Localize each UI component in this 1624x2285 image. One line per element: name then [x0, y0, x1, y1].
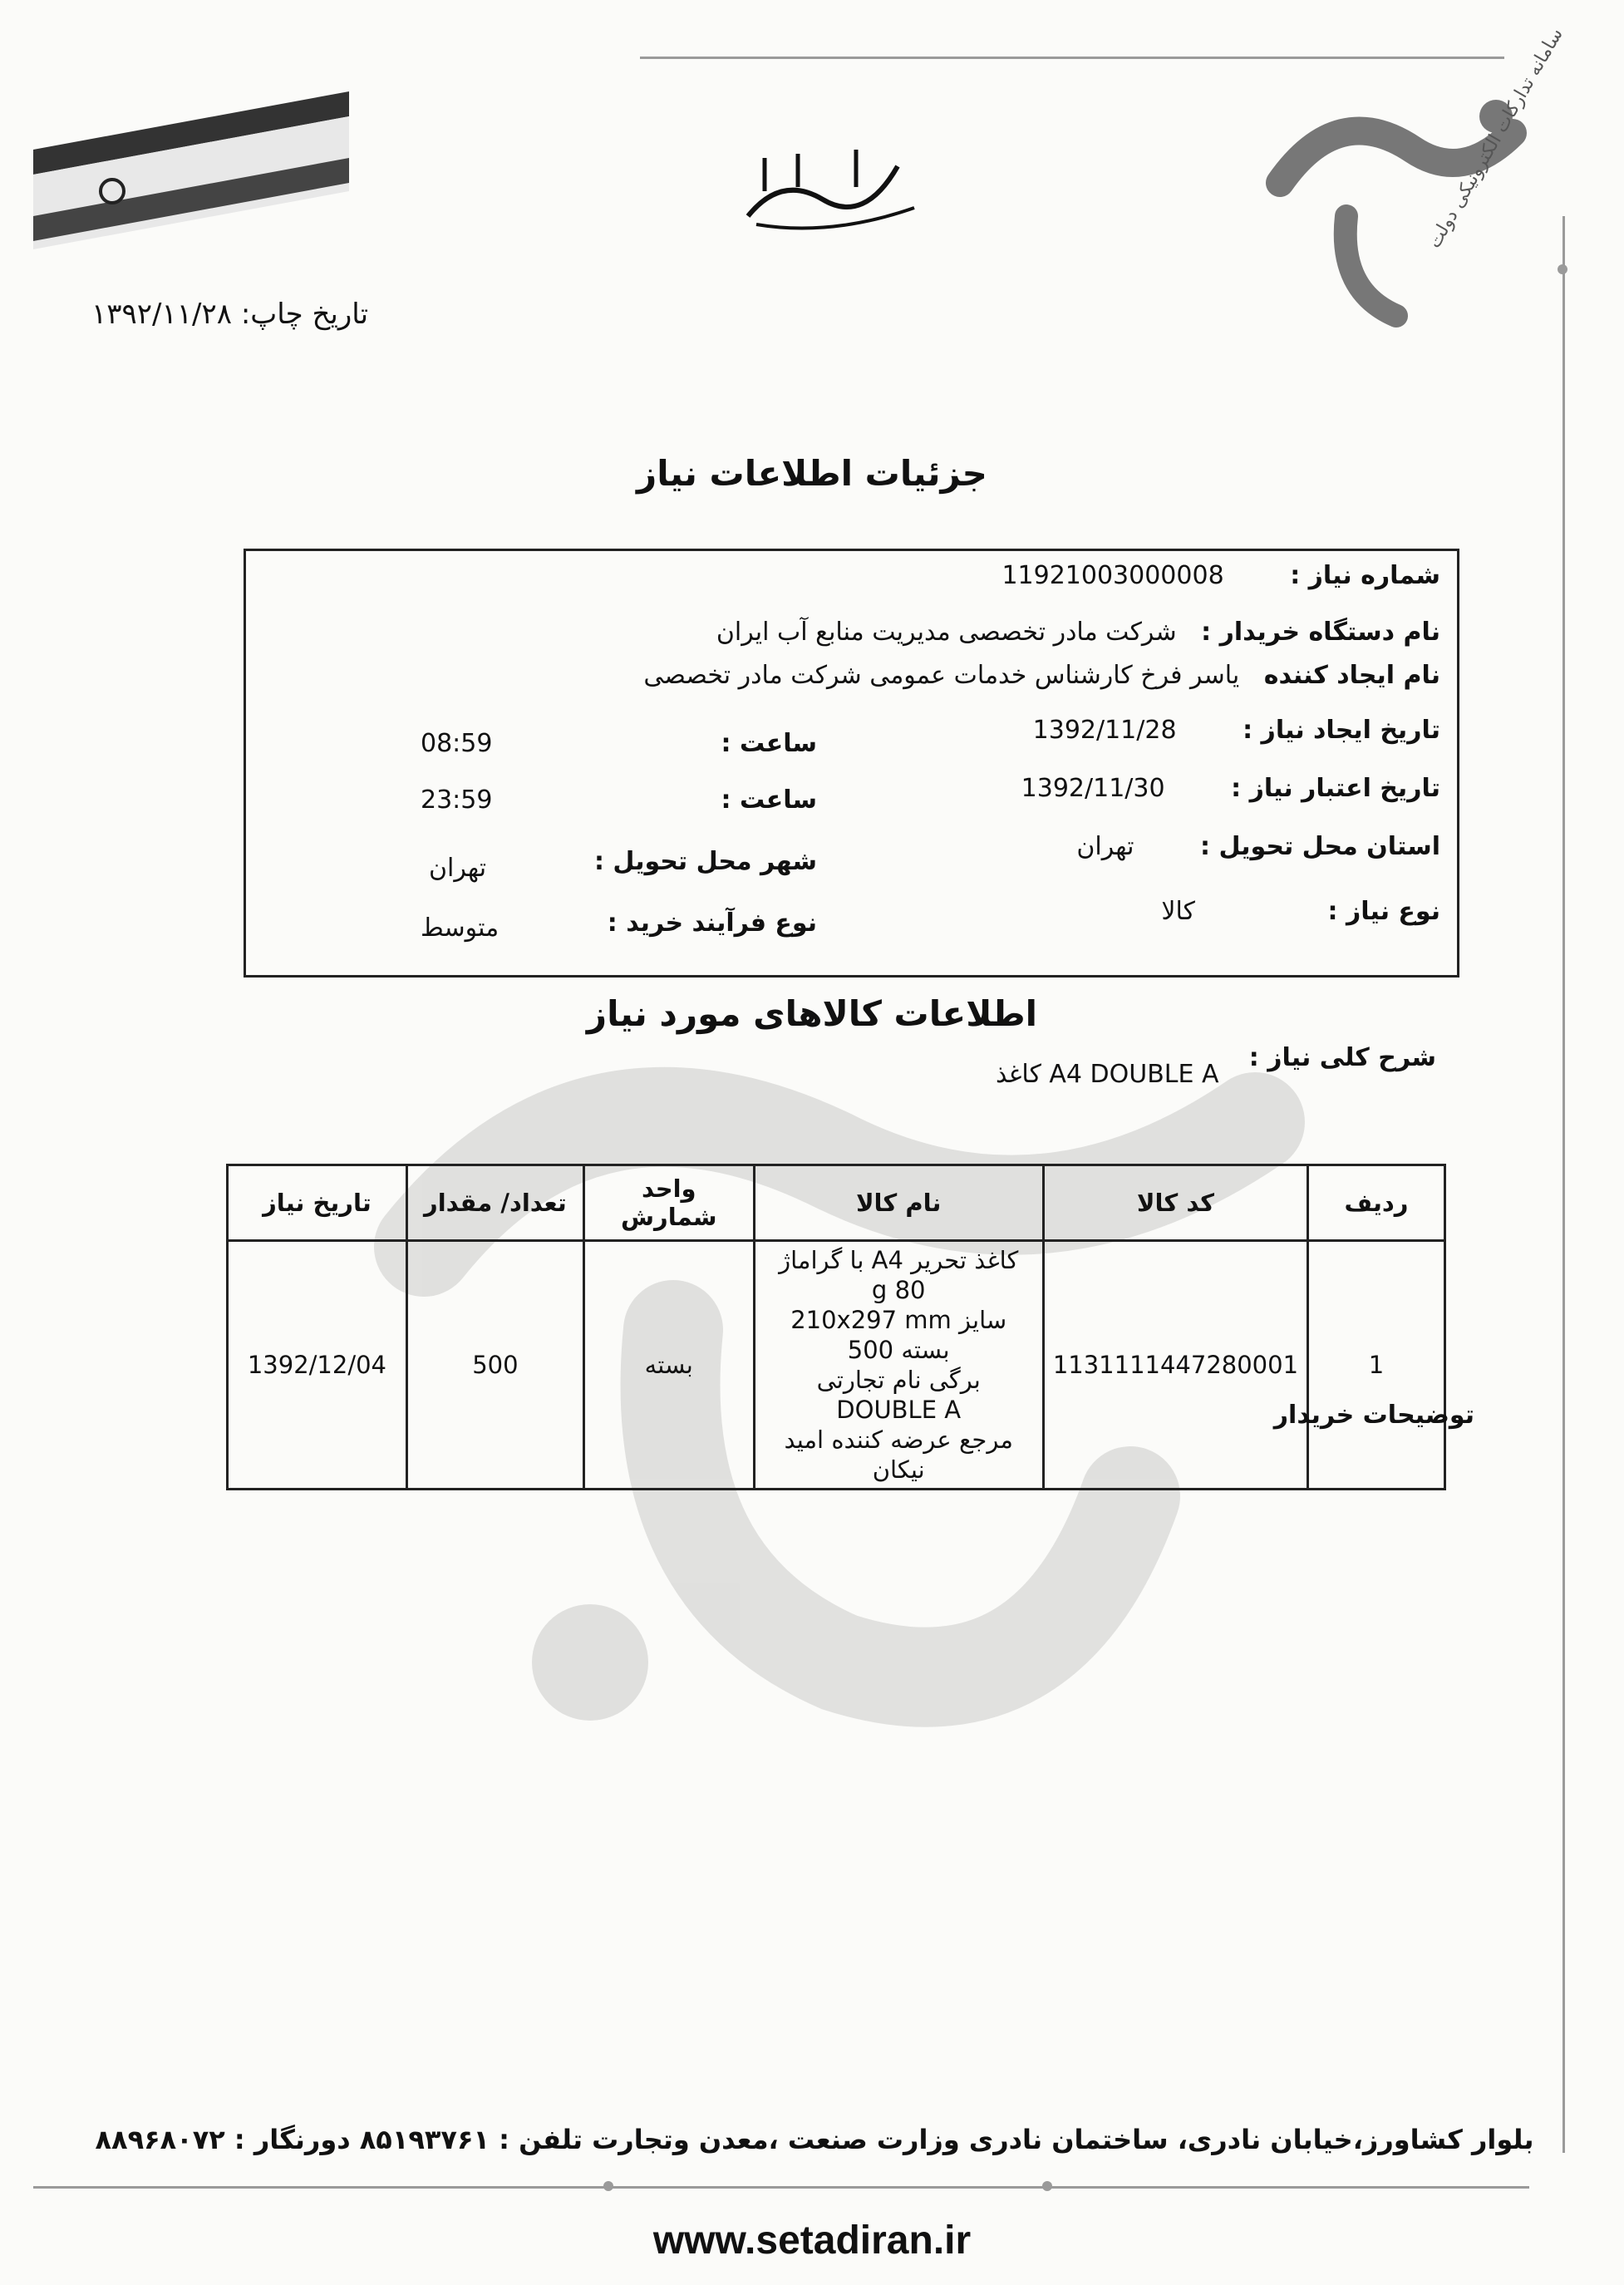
table-header-row [228, 1165, 1445, 1241]
svg-text:بسم الله الرحمن الرحیم: بسم الله الرحمن الرحیم [789, 228, 874, 237]
frame-dot [603, 2181, 613, 2191]
col-header-unit: واحد شمارش [583, 1165, 754, 1241]
valid-date-label: تاریخ اعتبار نیاز : [1231, 774, 1440, 803]
created-time-label: ساعت : [721, 729, 817, 758]
need-number-label: شماره نیاز : [1290, 561, 1440, 590]
row-name-line: کاغذ تحریر A4 با گراماژ 80 g [779, 1246, 1019, 1304]
col-header-qty: تعداد/ مقدار [406, 1165, 583, 1241]
frame-line-right [1562, 216, 1565, 2153]
created-date-label: تاریخ ایجاد نیاز : [1243, 716, 1440, 745]
print-date-value: ۱۳۹۲/۱۱/۲۸ [91, 298, 233, 331]
purchase-process-value: متوسط [421, 914, 500, 943]
row-name [754, 1241, 1043, 1490]
row-name-line: سایز 210x297 mm بسته 500 [790, 1306, 1007, 1364]
general-desc-label: شرح کلی نیاز : [1248, 1043, 1436, 1072]
table-row [228, 1241, 1445, 1490]
col-header-date: تاریخ نیاز [228, 1165, 407, 1241]
col-header-name: نام کالا [754, 1165, 1043, 1241]
valid-time-label: ساعت : [721, 785, 817, 815]
buyer-notes-label: توضیحات خریدار [1273, 1401, 1474, 1430]
row-qty: 500 [406, 1241, 583, 1490]
delivery-city-label: شهر محل تحویل : [593, 847, 817, 876]
need-type-label: نوع نیاز : [1327, 897, 1440, 926]
buyer-org-label: نام دستگاه خریدار : [1201, 618, 1440, 647]
footer-website: www.setadiran.ir [652, 2219, 972, 2263]
print-date-label: تاریخ چاپ: [240, 298, 369, 331]
print-date [91, 298, 368, 331]
iran-flag-emblem [33, 91, 349, 249]
delivery-province-label: استان محل تحویل : [1200, 832, 1440, 861]
footer-address: بلوار کشاورز،خیابان نادری، ساختمان نادری وزارت صنعت ،معدن وتجارت تلفن : ۸۵۱۹۳۷۶۱ دورنگار : ۸۸۹۶۸۰۷۲ [95, 2124, 1534, 2155]
delivery-city-value: تهران [429, 854, 487, 883]
need-type-value: کالا [1161, 897, 1195, 926]
created-time-value: 08:59 [421, 729, 493, 758]
items-section-title: اطلاعات کالاهای مورد نیاز [586, 993, 1038, 1034]
setad-logo [1247, 24, 1567, 357]
bismillah-calligraphy [731, 141, 931, 241]
frame-dot [1042, 2181, 1052, 2191]
valid-date-value: 1392/11/30 [1021, 774, 1165, 803]
delivery-province-value: تهران [1076, 832, 1134, 861]
row-code: 1131111447280001 [1043, 1241, 1307, 1490]
need-number-value: 11921003000008 [1001, 561, 1224, 590]
row-index: 1 [1308, 1241, 1445, 1490]
created-date-value: 1392/11/28 [1032, 716, 1177, 745]
row-date: 1392/12/04 [228, 1241, 407, 1490]
creator-label: نام ایجاد کننده [1263, 661, 1440, 690]
row-unit: بسته [583, 1241, 754, 1490]
valid-time-value: 23:59 [421, 785, 493, 815]
buyer-org-value: شرکت مادر تخصصی مدیریت منابع آب ایران [716, 618, 1177, 647]
frame-line-bottom [33, 2186, 1529, 2189]
col-header-index: ردیف [1308, 1165, 1445, 1241]
creator-value: یاسر فرخ کارشناس خدمات عمومی شرکت مادر تخصصی [643, 661, 1240, 690]
row-name-line: برگی نام تجارتی DOUBLE A [816, 1366, 981, 1424]
col-header-code: کد کالا [1043, 1165, 1307, 1241]
row-name-line: مرجع عرضه کننده امید نیکان [784, 1426, 1013, 1484]
purchase-process-label: نوع فرآیند خرید : [607, 909, 817, 938]
page-title: جزئیات اطلاعات نیاز [637, 453, 987, 494]
general-desc-value: کاغذ A4 DOUBLE A [996, 1060, 1219, 1089]
frame-line-top [640, 57, 1504, 59]
svg-text:سامانه تدارکات الکترونیکی دولت: سامانه تدارکات الکترونیکی دولت [1424, 24, 1567, 253]
need-info-box [244, 549, 1459, 978]
frame-dot [1558, 264, 1567, 274]
items-table [226, 1164, 1446, 1490]
